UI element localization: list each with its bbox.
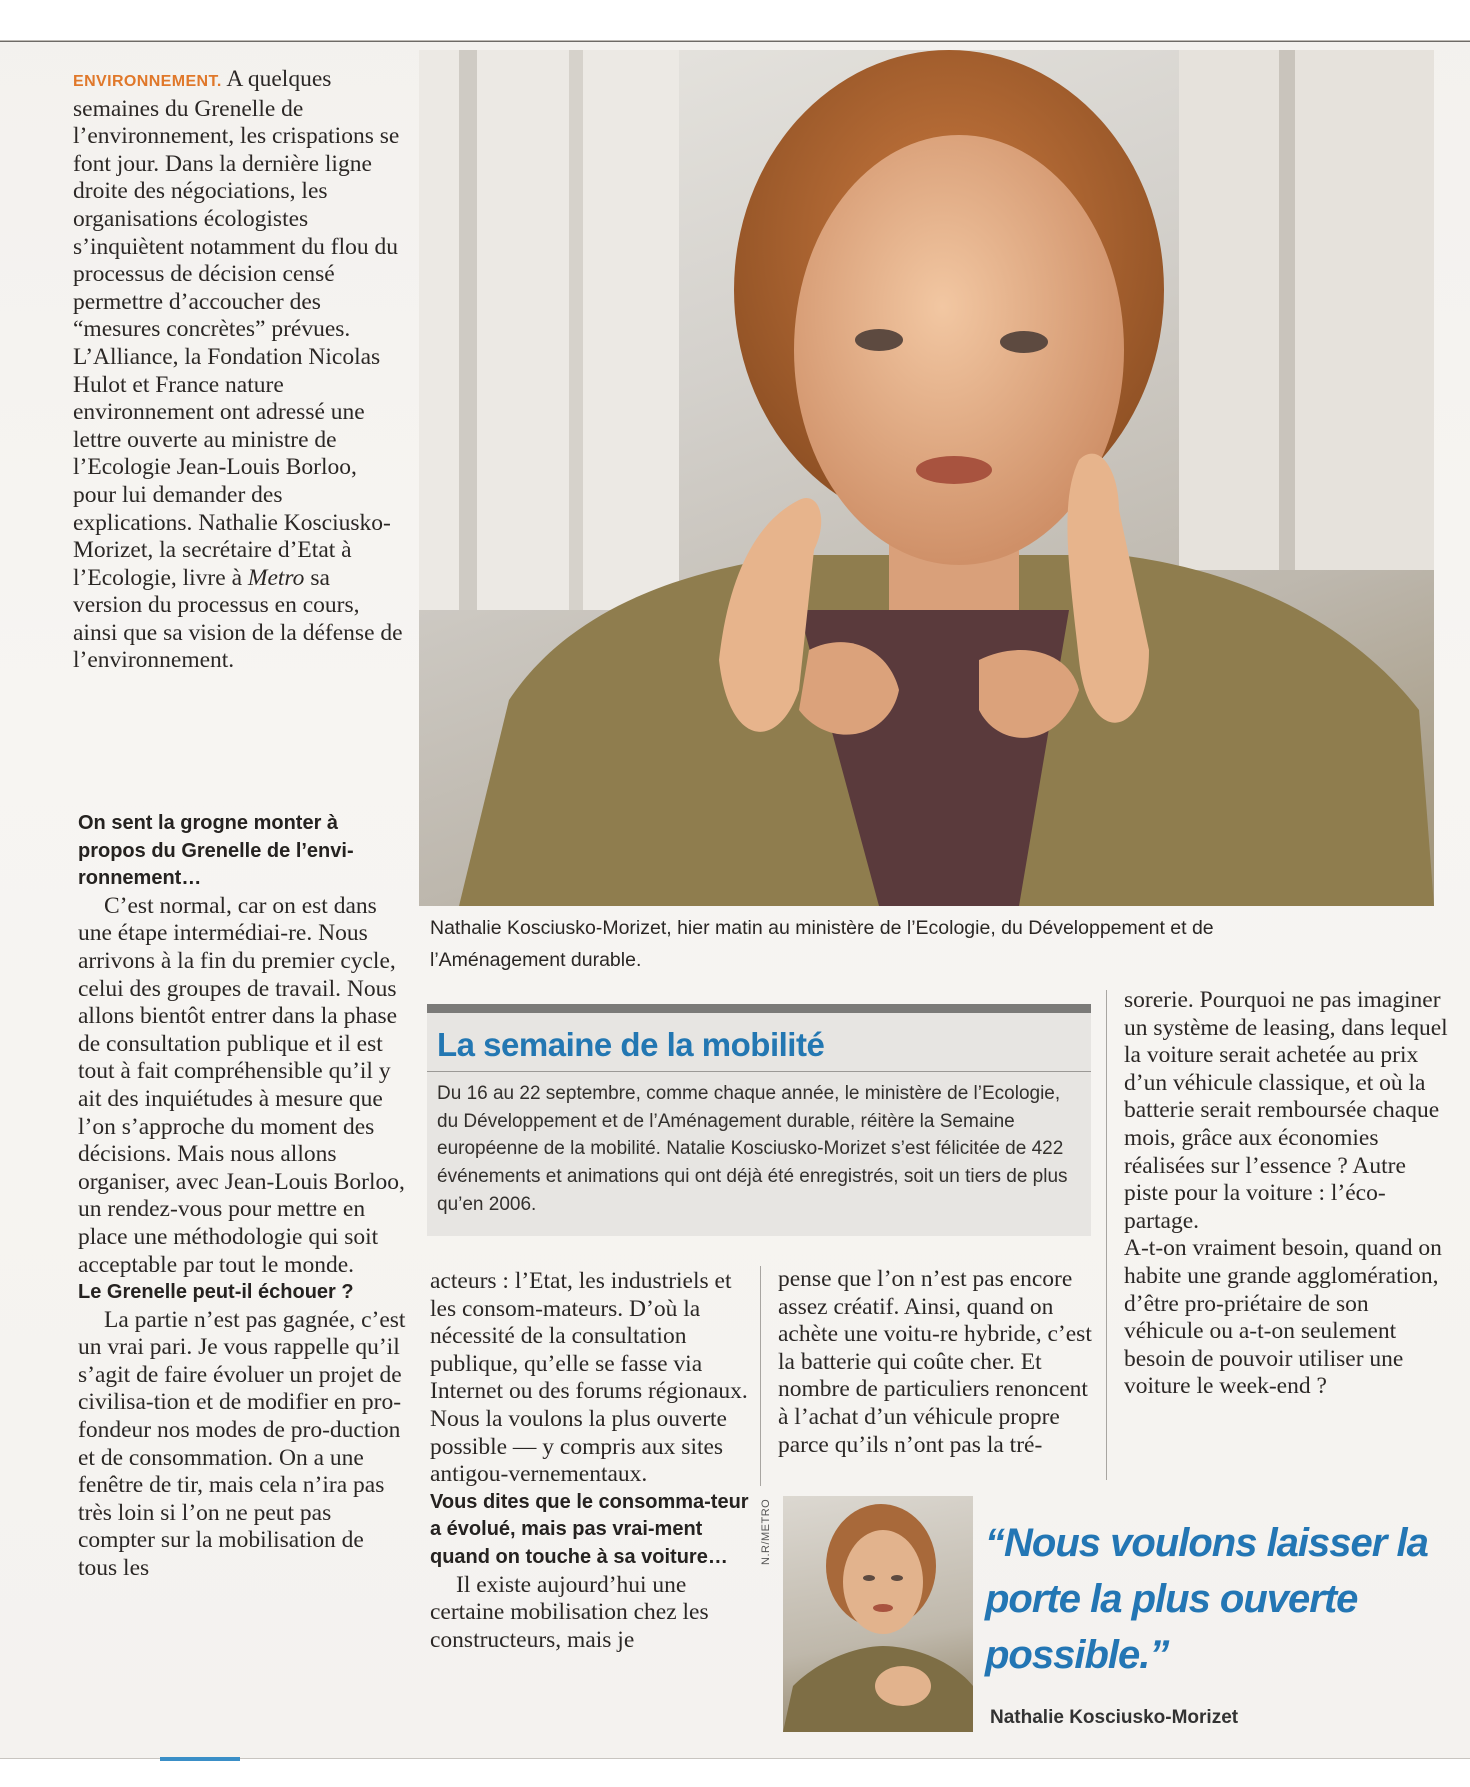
main-photo — [419, 50, 1434, 906]
column-2-text: acteurs : l’Etat, les industriels et les consom-mateurs. D’où la nécessité de la consultation publique, qu’elle se fasse via Internet ou des forums régionaux. Nous la voulons la plus ouverte possible — y compris aux sites antigou-vernementaux. — [430, 1268, 748, 1488]
question-1: On sent la grogne monter à propos du Grenelle de l’envi-ronnement… — [78, 812, 354, 890]
photo-caption: Nathalie Kosciusko-Morizet, hier matin au ministère de l’Ecologie, du Développement et de l’Aménagement durable. — [430, 917, 1214, 971]
interview-column-4 — [1124, 987, 1450, 1401]
interview-column-1 — [78, 810, 408, 1583]
article-intro — [73, 66, 403, 675]
column-4-text-2: A-t-on vraiment besoin, quand on habite une grande agglomération, d’être pro-priétaire de son véhicule ou a-t-on seulement besoin de pouvoir utiliser une voiture le week-end ? — [1124, 1235, 1442, 1400]
page-top-edge — [0, 0, 1470, 42]
question-2: Le Grenelle peut-il échouer ? — [78, 1281, 354, 1304]
sidebar-title: La semaine de la mobilité — [437, 1026, 825, 1063]
section-kicker: ENVIRONNEMENT. — [73, 73, 222, 90]
mobility-sidebar — [427, 1004, 1091, 1236]
pull-quote: “Nous voulons laisser la porte la plus ouverte possible.” — [985, 1521, 1428, 1677]
question-3: Vous dites que le consomma-teur a évolué, mais pas vrai-ment quand on touche à sa voiture… — [430, 1490, 749, 1568]
photo-credit: N.R/METRO — [760, 1498, 772, 1565]
answer-1: C’est normal, car on est dans une étape intermédiai-re. Nous arrivons à la fin du premier cycle, celui des groupes de travail. Nous allons bientôt entrer dans la phase de consultation publique et il est tout à fait compréhensible qu’il y ait des inquiétudes à mesure que l’on s’approche du moment des décisions. Mais nous allons organiser, avec Jean-Louis Borloo, un rendez-vous pour mettre en place une méthodologie qui soit acceptable par tout le monde. — [78, 892, 405, 1278]
small-portrait — [783, 1496, 973, 1732]
interview-column-3 — [778, 1266, 1098, 1459]
intro-text: A quelques semaines du Grenelle de l’environnement, les crispations se font jour. Dans la dernière ligne droite des négociations, les organisations écologistes s’inquiètent notamment du flou du processus de décision censé permettre d’accoucher des “mesures concrètes” prévues. L’Alliance, la Fondation Nicolas Hulot et France nature environnement ont adressé une lettre ouverte au ministre de l’Ecologie Jean-Louis Borloo, pour lui demander des explications. Nathalie Kosciusko-Morizet, la secrétaire d’Etat à l’Ecologie, livre à — [73, 66, 400, 591]
column-divider — [760, 1266, 761, 1486]
column-3-text: pense que l’on n’est pas encore assez créatif. Ainsi, quand on achète une voitu-re hybride, c’est la batterie qui coûte cher. Et nombre de particuliers renoncent à l’achat d’un véhicule propre parce qu’ils n’ont pas la tré- — [778, 1266, 1092, 1458]
column-4-text-1: sorerie. Pourquoi ne pas imaginer un système de leasing, dans lequel la voiture serait achetée au prix d’un véhicule classique, et où la batterie serait remboursée chaque mois, grâce aux économies réalisées sur l’essence ? Autre piste pour la voiture : l’éco-partage. — [1124, 987, 1448, 1234]
intro-metro: Metro — [247, 564, 305, 591]
interview-column-2 — [430, 1268, 750, 1654]
pull-quote-author: Nathalie Kosciusko-Morizet — [990, 1707, 1239, 1728]
small-portrait-illustration — [783, 1496, 973, 1732]
page-bottom-edge — [0, 1758, 1470, 1787]
sidebar-body: Du 16 au 22 septembre, comme chaque année, le ministère de l’Ecologie, du Développement et de l’Aménagement durable, réitère la Semaine européenne de la mobilité. Natalie Kosciusko-Morizet s’est félicitée de 422 événements et animations qui ont déjà été enregistrés, soit un tiers de plus qu’en 2006. — [437, 1083, 1068, 1215]
portrait-illustration — [419, 50, 1434, 906]
fold-line — [0, 40, 1470, 41]
answer-2: La partie n’est pas gagnée, c’est un vrai pari. Je vous rappelle qu’il s’agit de faire évoluer un projet de civilisa-tion et de modifier en pro-fondeur nos modes de pro-duction et de consommation. On a une fenêtre de tir, mais cela n’ira pas très loin si l’on ne peut pas compter sur la mobilisation de tous les — [78, 1306, 406, 1582]
answer-3: Il existe aujourd’hui une certaine mobilisation chez les constructeurs, mais je — [430, 1571, 709, 1653]
blue-mark — [160, 1757, 240, 1761]
column-divider — [1106, 990, 1107, 1480]
sidebar-rule — [427, 1071, 1091, 1072]
intro-text-end: sa version du processus en cours, ainsi que sa vision de la défense de l’environnement. — [73, 564, 403, 674]
sidebar-top-bar — [427, 1004, 1091, 1013]
